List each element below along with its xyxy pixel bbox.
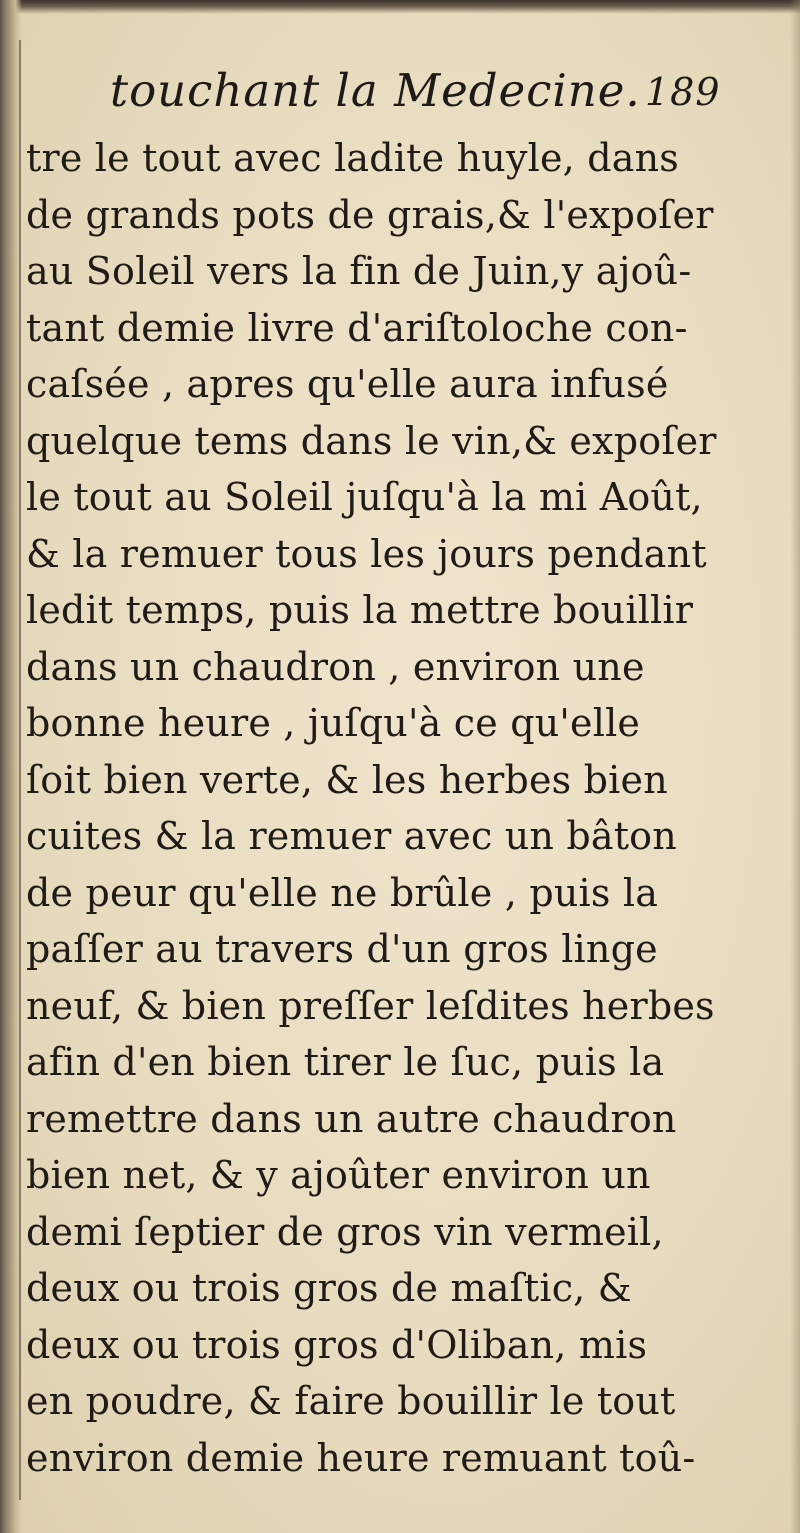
text-line: neuf, & bien preſſer leſdites herbes <box>26 983 715 1028</box>
text-line: afin d'en bien tirer le ſuc, puis la <box>26 1040 665 1084</box>
text-line: ledit temps, puis la mettre bouillir <box>26 588 694 632</box>
running-head <box>110 64 750 124</box>
page-right-edge <box>790 0 800 1533</box>
text-line: cuites & la remuer avec un bâton <box>26 814 677 858</box>
text-line: le tout au Soleil juſqu'à la mi Août, <box>26 475 703 519</box>
text-line: deux ou trois gros de maſtic, & <box>26 1266 632 1310</box>
text-line: bonne heure , juſqu'à ce qu'elle <box>26 701 641 745</box>
text-line: remettre dans un autre chaudron <box>26 1096 677 1141</box>
text-line: & la remuer tous les jours pendant <box>26 531 707 576</box>
page-top-shadow <box>0 0 800 14</box>
text-line: tre le tout avec ladite huyle, dans <box>26 136 679 180</box>
text-line: dans un chaudron , environ une <box>26 644 645 689</box>
text-line: de peur qu'elle ne brûle , puis la <box>26 870 659 915</box>
gutter-rule <box>19 40 21 1500</box>
running-title: touchant la Medecine. <box>110 64 641 117</box>
text-line: en poudre, & faire bouillir le tout <box>26 1379 676 1423</box>
text-line: de grands pots de grais,& l'expoſer <box>26 192 714 237</box>
text-line: au Soleil vers la fin de Juin,y ajoû- <box>26 249 692 293</box>
text-line: quelque tems dans le vin,& expoſer <box>26 418 717 463</box>
text-line: ſoit bien verte, & les herbes bien <box>26 757 668 802</box>
text-line: bien net, & y ajoûter environ un <box>26 1153 651 1197</box>
text-line: paſſer au travers d'un gros linge <box>26 927 658 971</box>
text-line: environ demie heure remuant toû- <box>26 1435 696 1480</box>
text-line: caſsée , apres qu'elle aura infusé <box>26 362 669 406</box>
text-line: deux ou trois gros d'Oliban, mis <box>26 1322 648 1367</box>
page-number: 189 <box>645 70 721 114</box>
text-line: demi ſeptier de gros vin vermeil, <box>26 1209 664 1254</box>
body-text <box>26 130 776 1486</box>
text-line: tant demie livre d'ariſtoloche con- <box>26 305 688 350</box>
